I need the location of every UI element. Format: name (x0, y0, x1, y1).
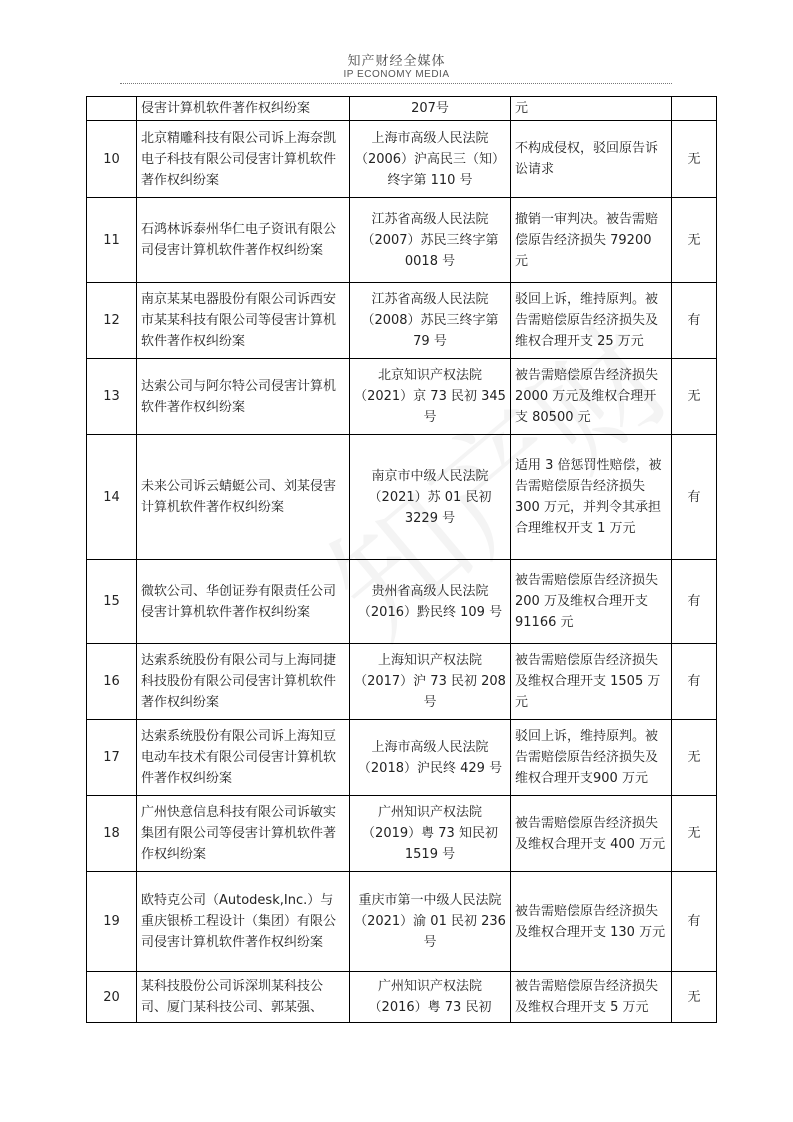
case-number-cell: 11 (87, 198, 137, 283)
court-docket-cell: 江苏省高级人民法院（2008）苏民三终字第79 号 (350, 283, 511, 359)
case-title-cell: 达索系统股份有限公司诉上海知豆电动车技术有限公司侵害计算机软件著作权纠纷案 (137, 720, 350, 796)
table-row (87, 972, 717, 1023)
court-docket-cell: 贵州省高级人民法院（2016）黔民终 109 号 (350, 560, 511, 644)
flag-cell: 有 (672, 872, 717, 972)
flag-cell: 无 (672, 121, 717, 198)
case-number-cell: 15 (87, 560, 137, 644)
judgment-result-cell: 被告需赔偿原告经济损失 2000 万元及维权合理开支 80500 元 (511, 359, 672, 435)
judgment-result-cell: 不构成侵权，驳回原告诉讼请求 (511, 121, 672, 198)
court-docket-cell: 南京市中级人民法院（2021）苏 01 民初3229 号 (350, 435, 511, 560)
header-divider (120, 83, 672, 84)
case-number-cell: 19 (87, 872, 137, 972)
judgment-result-cell: 驳回上诉，维持原判。被告需赔偿原告经济损失及维权合理开支 25 万元 (511, 283, 672, 359)
case-number-cell: 17 (87, 720, 137, 796)
case-title-cell: 南京某某电器股份有限公司诉西安市某某科技有限公司等侵害计算机软件著作权纠纷案 (137, 283, 350, 359)
case-title-cell: 广州快意信息科技有限公司诉敏实集团有限公司等侵害计算机软件著作权纠纷案 (137, 796, 350, 872)
case-number-cell: 14 (87, 435, 137, 560)
court-docket-cell: 上海知识产权法院（2017）沪 73 民初 208 号 (350, 644, 511, 720)
judgment-result-cell: 被告需赔偿原告经济损失及维权合理开支 1505 万元 (511, 644, 672, 720)
case-number-cell: 10 (87, 121, 137, 198)
court-docket-cell: 重庆市第一中级人民法院（2021）渝 01 民初 236 号 (350, 872, 511, 972)
table-row (87, 97, 717, 121)
case-title-cell: 微软公司、华创证券有限责任公司侵害计算机软件著作权纠纷案 (137, 560, 350, 644)
flag-cell: 无 (672, 359, 717, 435)
case-title-cell: 北京精雕科技有限公司诉上海奈凯电子科技有限公司侵害计算机软件著作权纠纷案 (137, 121, 350, 198)
flag-cell: 无 (672, 796, 717, 872)
judgment-result-cell: 驳回上诉，维持原判。被告需赔偿原告经济损失及维权合理开支900 万元 (511, 720, 672, 796)
judgment-result-cell: 元 (511, 97, 672, 121)
judgment-result-cell: 被告需赔偿原告经济损失 200 万及维权合理开支 91166 元 (511, 560, 672, 644)
case-title-cell: 达索公司与阿尔特公司侵害计算机软件著作权纠纷案 (137, 359, 350, 435)
table-row (87, 121, 717, 198)
table-row (87, 198, 717, 283)
flag-cell: 无 (672, 198, 717, 283)
table-row (87, 872, 717, 972)
page-header (0, 54, 793, 81)
court-docket-cell: 广州知识产权法院（2019）粤 73 知民初1519 号 (350, 796, 511, 872)
case-title-cell: 达索系统股份有限公司与上海同捷科技股份有限公司侵害计算机软件著作权纠纷案 (137, 644, 350, 720)
court-docket-cell: 上海市高级人民法院（2006）沪高民三（知）终字第 110 号 (350, 121, 511, 198)
flag-cell: 有 (672, 283, 717, 359)
judgment-result-cell: 撤销一审判决。被告需赔偿原告经济损失 79200 元 (511, 198, 672, 283)
brand-name-en: IP ECONOMY MEDIA (343, 69, 450, 80)
judgment-result-cell: 被告需赔偿原告经济损失及维权合理开支 5 万元 (511, 972, 672, 1023)
flag-cell: 无 (672, 972, 717, 1023)
court-docket-cell: 北京知识产权法院（2021）京 73 民初 345 号 (350, 359, 511, 435)
judgment-result-cell: 适用 3 倍惩罚性赔偿，被告需赔偿原告经济损失 300 万元，并判令其承担合理维权开支 1 万元 (511, 435, 672, 560)
court-docket-cell: 广州知识产权法院（2016）粤 73 民初 (350, 972, 511, 1023)
table-row (87, 560, 717, 644)
case-title-cell: 石鸿林诉泰州华仁电子资讯有限公司侵害计算机软件著作权纠纷案 (137, 198, 350, 283)
table-row (87, 796, 717, 872)
case-table (86, 96, 717, 1023)
table-row (87, 435, 717, 560)
court-docket-cell: 207号 (350, 97, 511, 121)
table-row (87, 283, 717, 359)
flag-cell: 有 (672, 644, 717, 720)
flag-cell (672, 97, 717, 121)
flag-cell: 无 (672, 720, 717, 796)
court-docket-cell: 江苏省高级人民法院（2007）苏民三终字第0018 号 (350, 198, 511, 283)
table-row (87, 359, 717, 435)
court-docket-cell: 上海市高级人民法院（2018）沪民终 429 号 (350, 720, 511, 796)
case-title-cell: 欧特克公司（Autodesk,Inc.）与重庆银桥工程设计（集团）有限公司侵害计算机软件著作权纠纷案 (137, 872, 350, 972)
case-number-cell: 16 (87, 644, 137, 720)
case-title-cell: 某科技股份公司诉深圳某科技公司、厦门某科技公司、郭某强、 (137, 972, 350, 1023)
case-title-cell: 未来公司诉云蜻蜓公司、刘某侵害计算机软件著作权纠纷案 (137, 435, 350, 560)
judgment-result-cell: 被告需赔偿原告经济损失及维权合理开支 130 万元 (511, 872, 672, 972)
flag-cell: 有 (672, 435, 717, 560)
case-number-cell (87, 97, 137, 121)
table-row (87, 720, 717, 796)
brand-name-cn: 知产财经全媒体 (347, 54, 446, 69)
flag-cell: 有 (672, 560, 717, 644)
judgment-result-cell: 被告需赔偿原告经济损失及维权合理开支 400 万元 (511, 796, 672, 872)
case-number-cell: 20 (87, 972, 137, 1023)
case-number-cell: 13 (87, 359, 137, 435)
case-number-cell: 12 (87, 283, 137, 359)
case-number-cell: 18 (87, 796, 137, 872)
case-title-cell: 侵害计算机软件著作权纠纷案 (137, 97, 350, 121)
table-row (87, 644, 717, 720)
